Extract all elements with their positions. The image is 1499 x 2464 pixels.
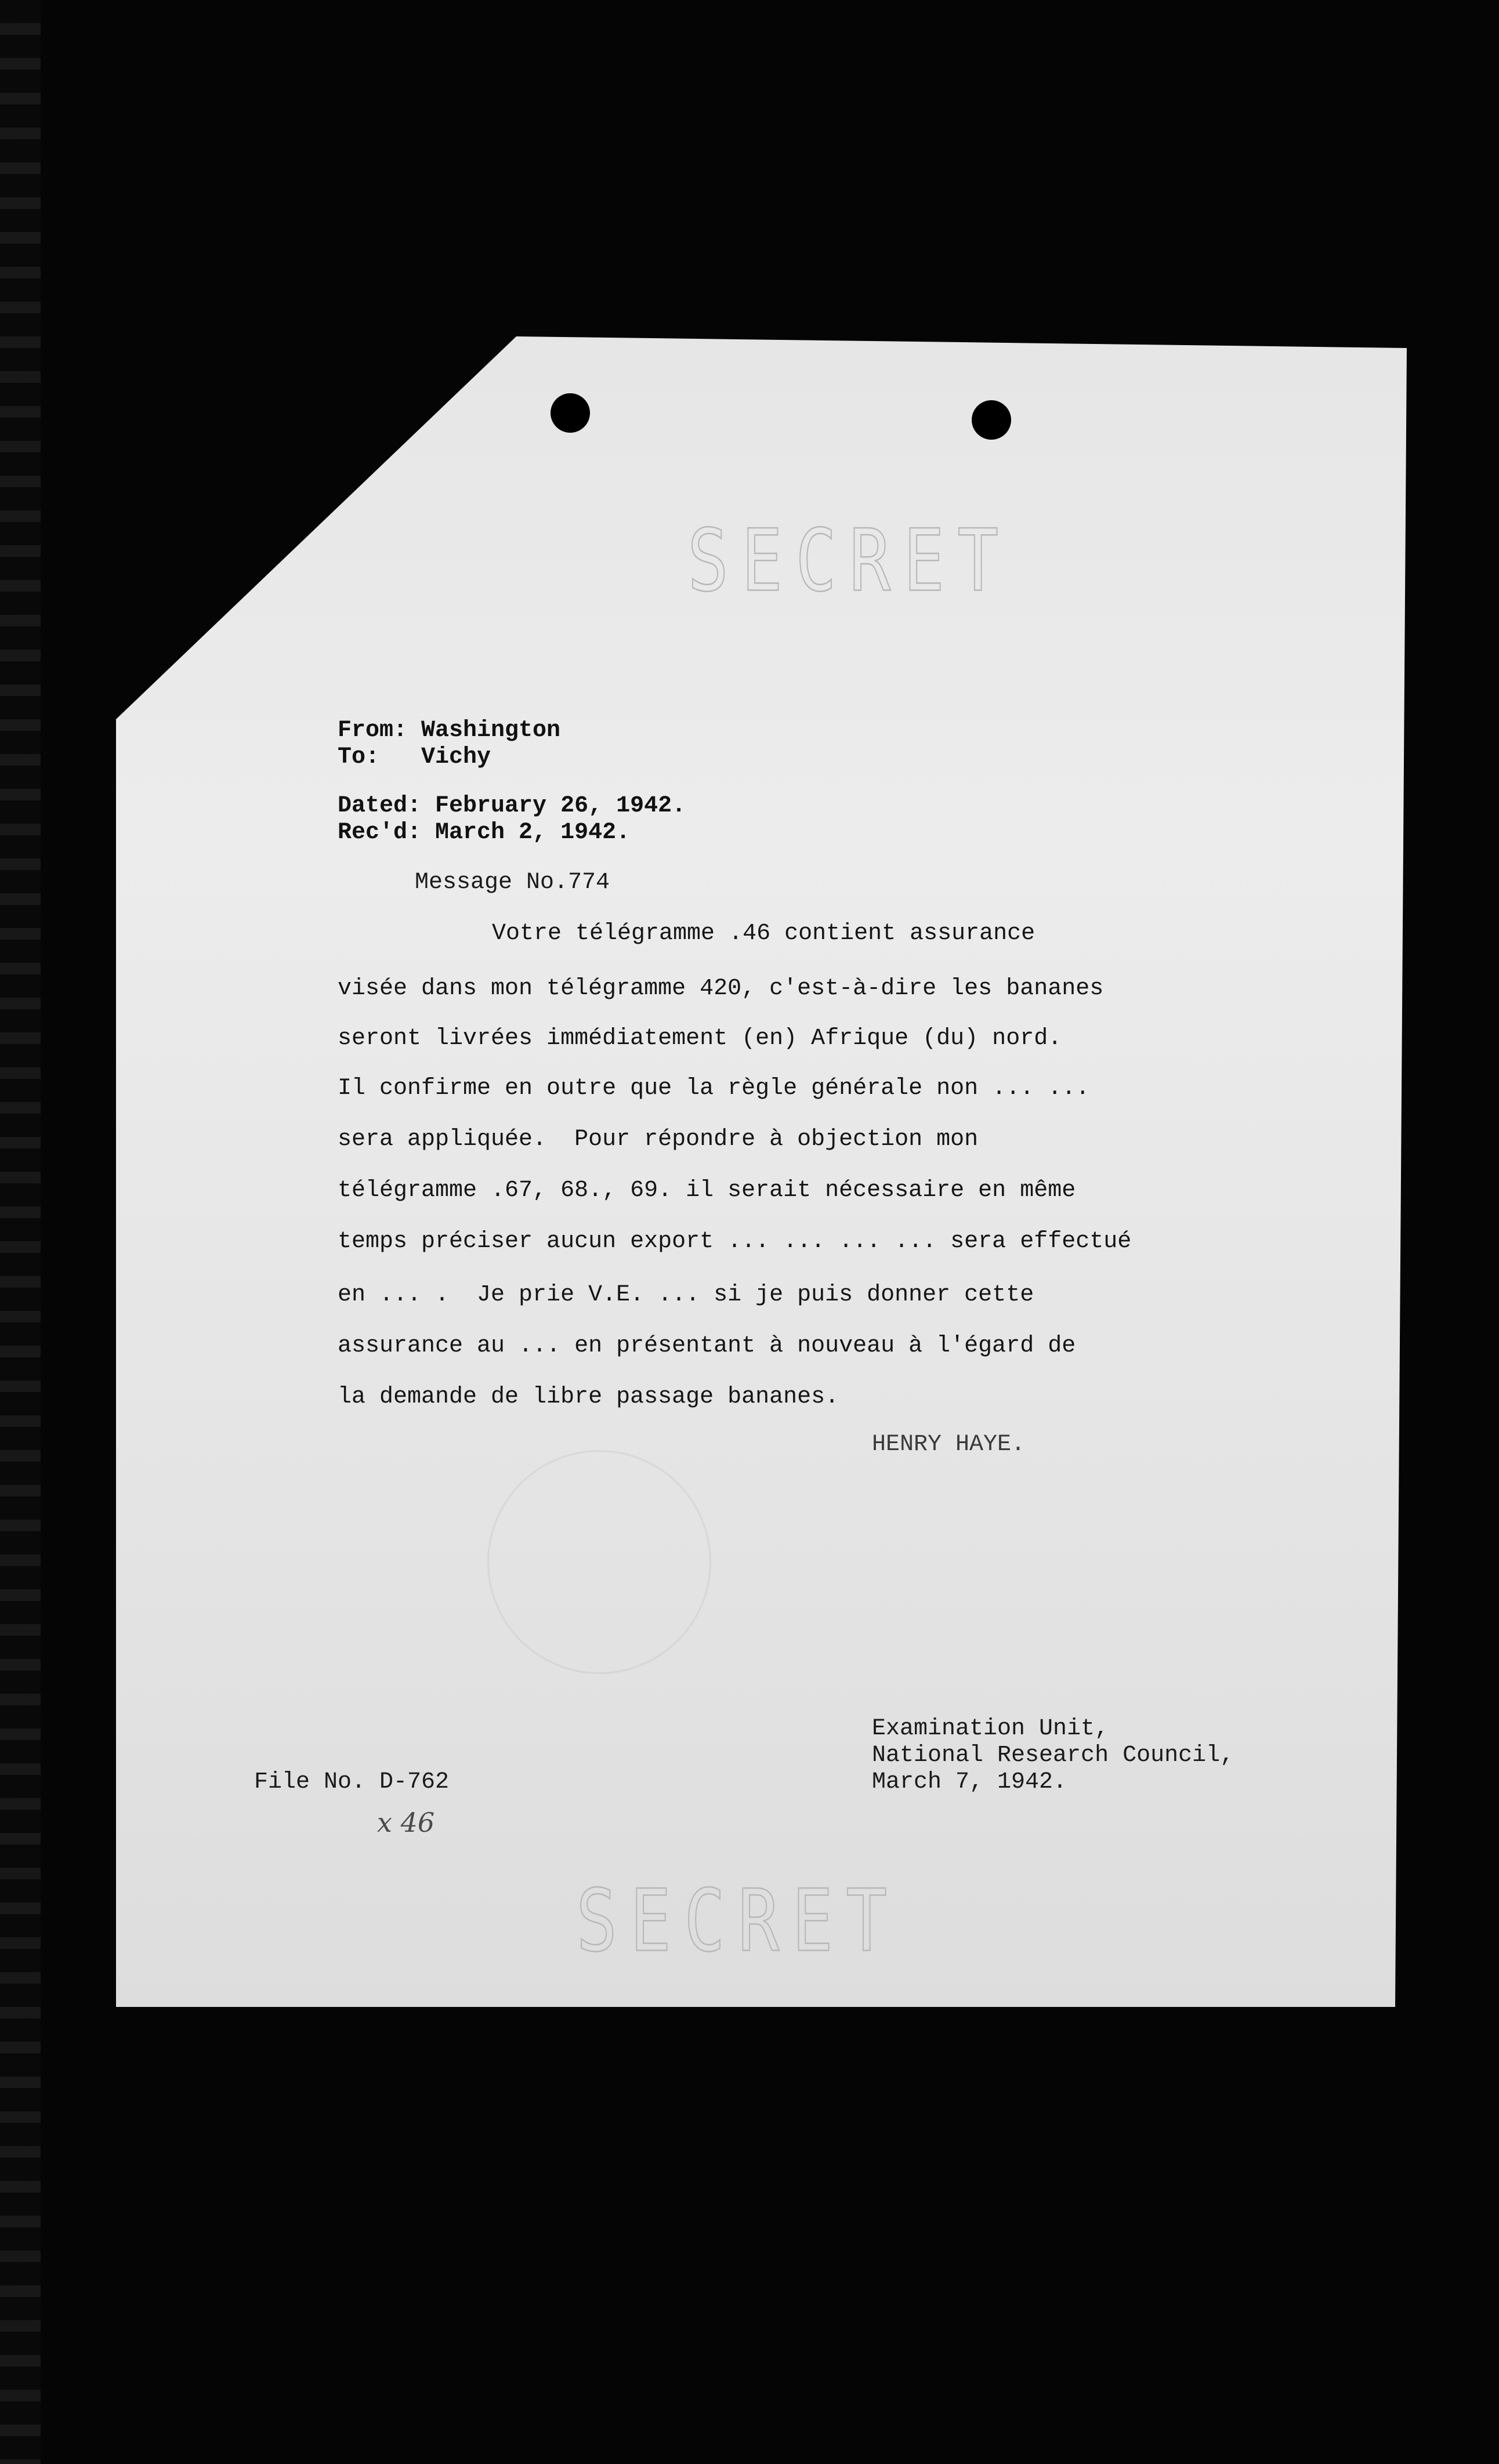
secret-stamp-bottom: SECRET bbox=[576, 1871, 900, 1971]
body-line-6: télégramme .67, 68., 69. il serait nécessaire en même bbox=[338, 1177, 1076, 1204]
faint-seal-impression bbox=[487, 1450, 711, 1674]
film-edge bbox=[0, 0, 41, 2464]
punch-hole-left bbox=[551, 393, 590, 433]
body-line-5: sera appliquée. Pour répondre à objection mon bbox=[338, 1126, 979, 1153]
national-research-council-line: National Research Council, bbox=[872, 1742, 1234, 1769]
file-number: File No. D-762 bbox=[254, 1769, 450, 1795]
report-date-line: March 7, 1942. bbox=[872, 1769, 1067, 1795]
body-line-3: seront livrées immédiatement (en) Afrique (du) nord. bbox=[338, 1026, 1062, 1052]
body-line-2: visée dans mon télégramme 420, c'est-à-dire les bananes bbox=[338, 976, 1104, 1002]
from-line: From: Washington bbox=[338, 718, 561, 744]
message-number: Message No.774 bbox=[415, 869, 610, 896]
examination-unit-line: Examination Unit, bbox=[872, 1716, 1109, 1742]
body-line-7: temps préciser aucun export ... ... ... ... sera effectué bbox=[338, 1229, 1132, 1255]
punch-hole-right bbox=[972, 400, 1011, 440]
dated-line: Dated: February 26, 1942. bbox=[338, 793, 686, 819]
body-line-8: en ... . Je prie V.E. ... si je puis donner cette bbox=[338, 1282, 1034, 1308]
secret-stamp-top: SECRET bbox=[687, 510, 1012, 611]
received-line: Rec'd: March 2, 1942. bbox=[338, 820, 631, 846]
handwritten-note: x 46 bbox=[377, 1807, 435, 1838]
body-line-4: Il confirme en outre que la règle générale non ... ... bbox=[338, 1075, 1090, 1101]
body-line-9: assurance au ... en présentant à nouveau à l'égard de bbox=[338, 1333, 1076, 1359]
body-line-1: Votre télégramme .46 contient assurance bbox=[492, 921, 1035, 947]
signature: HENRY HAYE. bbox=[872, 1432, 1026, 1458]
to-line: To: Vichy bbox=[338, 744, 491, 770]
body-line-10: la demande de libre passage bananes. bbox=[338, 1384, 839, 1410]
